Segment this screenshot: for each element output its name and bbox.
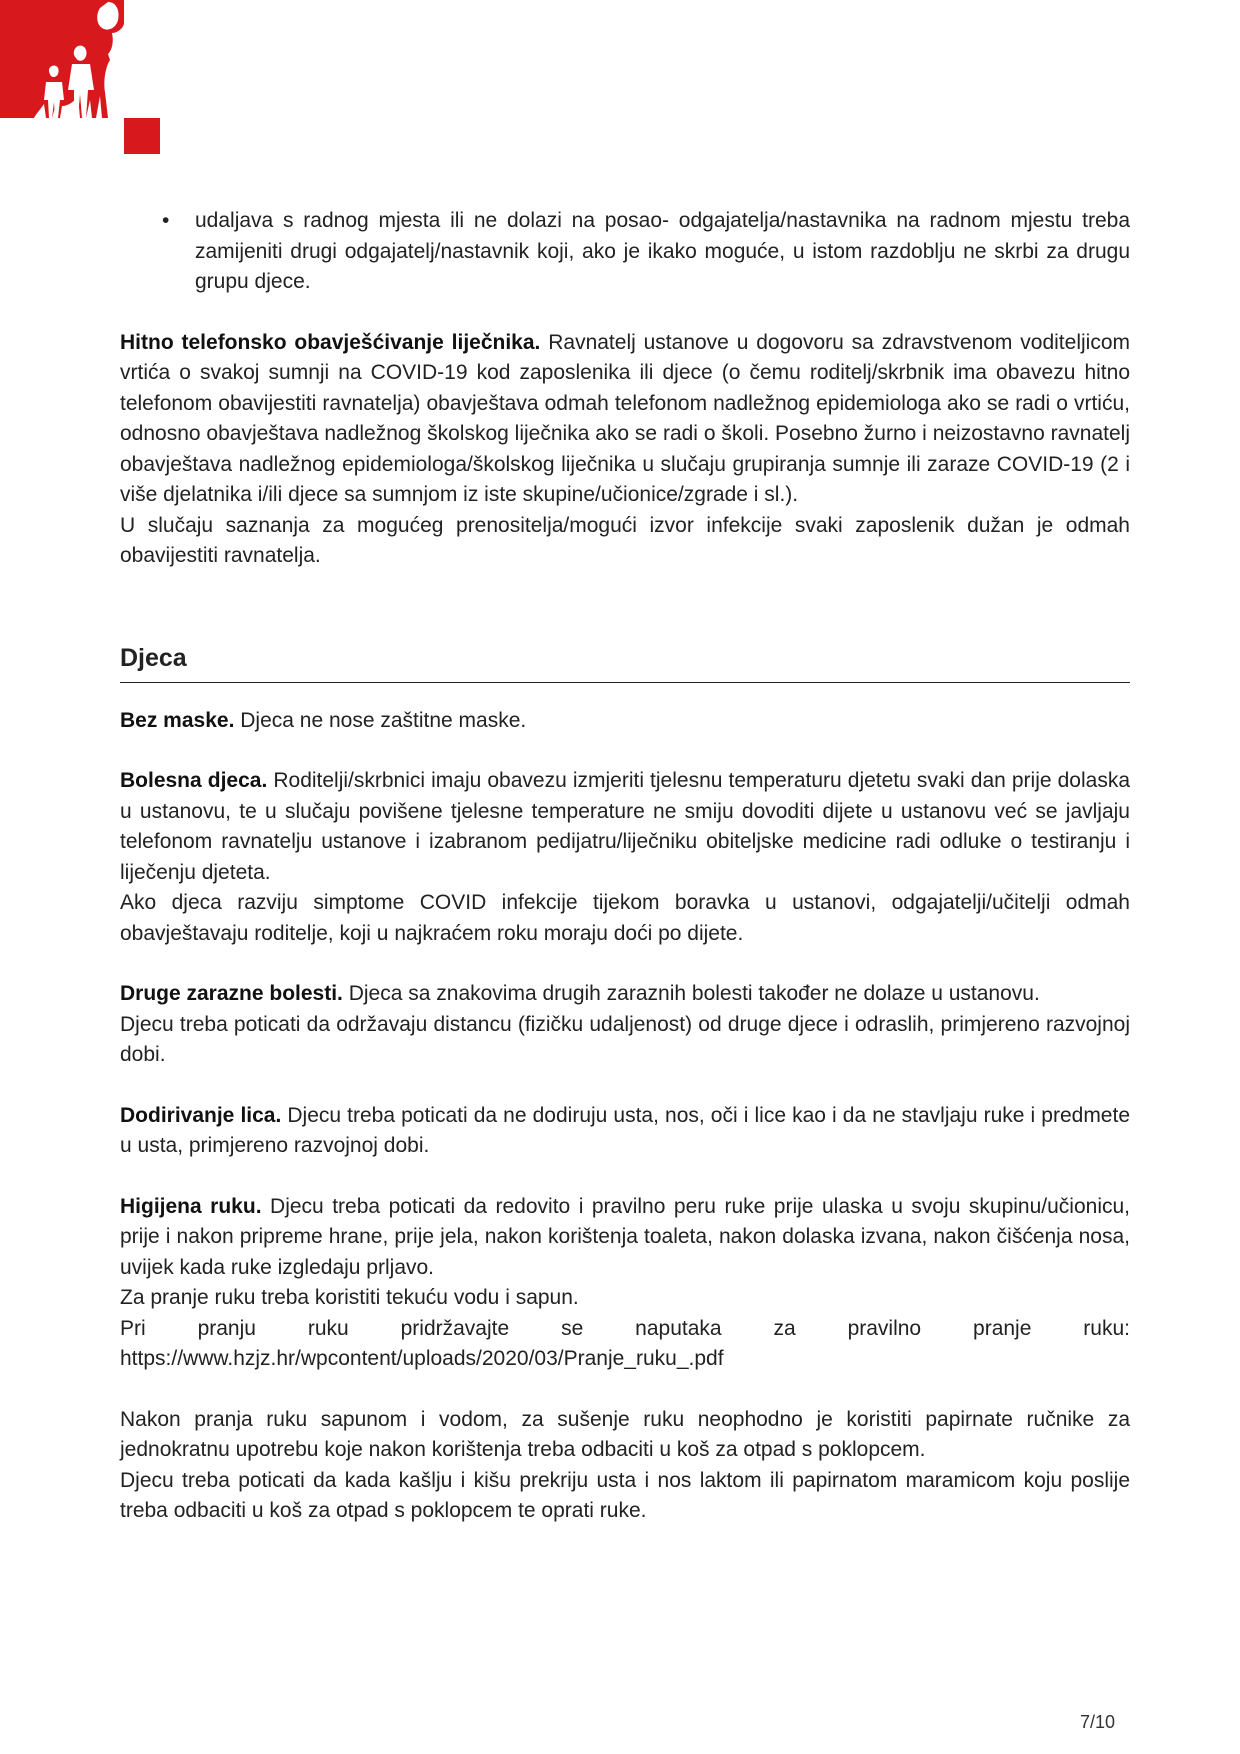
paragraph-higijena-water: Za pranje ruku treba koristiti tekuću vodu i sapun. xyxy=(120,1286,579,1309)
paragraph-title: Dodirivanje lica. xyxy=(120,1103,282,1127)
family-silhouette-logo-icon xyxy=(0,0,165,160)
section-heading: Djeca xyxy=(120,643,187,672)
paragraph-nakon-cont: Djecu treba poticati da kada kašlju i kišu prekriju usta i nos laktom ili papirnatom maramicom koju poslije treba odbaciti u koš za otpad s poklopcem te oprati ruke. xyxy=(120,1468,1130,1522)
paragraph-title: Hitno telefonsko obavješćivanje liječnika. xyxy=(120,330,541,354)
section-divider xyxy=(120,682,1130,683)
paragraph-nakon: Nakon pranja ruku sapunom i vodom, za sušenje ruku neophodno je koristiti papirnate ručnike za jednokratnu upotrebu koje nakon korištenja treba odbaciti u koš za otpad s poklopcem. xyxy=(120,1407,1130,1461)
bullet-item: • udaljava s radnog mjesta ili ne dolazi na posao- odgajatelja/nastavnika na radnom mjestu treba zamijeniti drugi odgajatelj/nastavnik koji, ako je ikako moguće, u istom razdoblju ne skrbi za drugu grupu djece. xyxy=(120,206,1130,298)
paragraph-higijena: Higijena ruku. Djecu treba poticati da redovito i pravilno peru ruke prije ulaska u svoju skupinu/učionicu, prije i nakon pripreme hrane, prije jela, nakon korištenja toaleta, nakon dolaska izvana, nakon čišćenja nosa, uvijek kada ruke izgledaju prljavo. xyxy=(120,1194,1130,1279)
page-number: 7/10 xyxy=(1080,1712,1116,1732)
paragraph-bolesna-cont: Ako djeca razviju simptome COVID infekcije tijekom boravka u ustanovi, odgajatelji/učitelji odmah obavještavaju roditelje, koji u najkraćem roku moraju doći po dijete. xyxy=(120,891,1130,945)
bullet-dot-icon: • xyxy=(162,209,170,232)
document-body xyxy=(120,206,1130,1527)
paragraph-hitno-cont: U slučaju saznanja za mogućeg prenositelja/mogući izvor infekcije svaki zaposlenik dužan je odmah obavijestiti ravnatelja. xyxy=(120,513,1130,567)
paragraph-bez-maske: Bez maske. Djeca ne nose zaštitne maske. xyxy=(120,708,527,732)
paragraph-title: Druge zarazne bolesti. xyxy=(120,982,343,1005)
paragraph-hitno: Hitno telefonsko obavješćivanje liječnika. Ravnatelj ustanove u dogovoru sa zdravstvenom voditeljicom vrtića o svakoj sumnji na COVID-19 kod zaposlenika ili djece (o čemu roditelj/skrbnik ima obavezu hitno telefonom obavijestiti ravnatelja) obavještava odmah telefonom nadležnog epidemiologa ako se radi o vrtiću, odnosno obavještava nadležnog školskog liječnika ako se radi o školi. Posebno žurno i neizostavno ravnatelj obavještava nadležnog epidemiologa/školskog liječnika u slučaju grupiranja sumnje ili zaraze COVID-19 (2 i više djelatnika i/ili djece sa sumnjom iz iste skupine/učionice/zgrade i sl.). xyxy=(120,330,1130,506)
paragraph-title: Higijena ruku. xyxy=(120,1194,262,1218)
paragraph-title: Bez maske. xyxy=(120,708,235,732)
paragraph-bolesna: Bolesna djeca. Roditelji/skrbnici imaju obavezu izmjeriti tjelesnu temperaturu djetetu svaki dan prije dolaska u ustanovu, te u slučaju povišene tjelesne temperature ne smiju dovoditi dijete u ustanovu već se javljaju telefonom ravnatelju ustanove i izabranom pedijatru/liječniku obiteljske medicine radi odluke o testiranju i liječenju djeteta. xyxy=(120,769,1131,884)
paragraph-higijena-link: Pri pranju ruku pridržavajte se naputaka za pravilno pranje ruku: https://www.hzjz.hr/wpcontent/uploads/2020/03/Pranje_ruku_.pdf xyxy=(120,1316,1130,1370)
paragraph-druge: Druge zarazne bolesti. Djeca sa znakovima drugih zaraznih bolesti također ne dolaze u ustanovu. xyxy=(120,982,1040,1005)
paragraph-druge-cont: Djecu treba poticati da održavaju distancu (fizičku udaljenost) od druge djece i odraslih, primjereno razvojnoj dobi. xyxy=(120,1012,1130,1066)
paragraph-title: Bolesna djeca. xyxy=(120,769,268,792)
paragraph-dodirivanje: Dodirivanje lica. Djecu treba poticati da ne dodiruju usta, nos, oči i lice kao i da ne stavljaju ruke i predmete u usta, primjereno razvojnoj dobi. xyxy=(120,1103,1131,1157)
